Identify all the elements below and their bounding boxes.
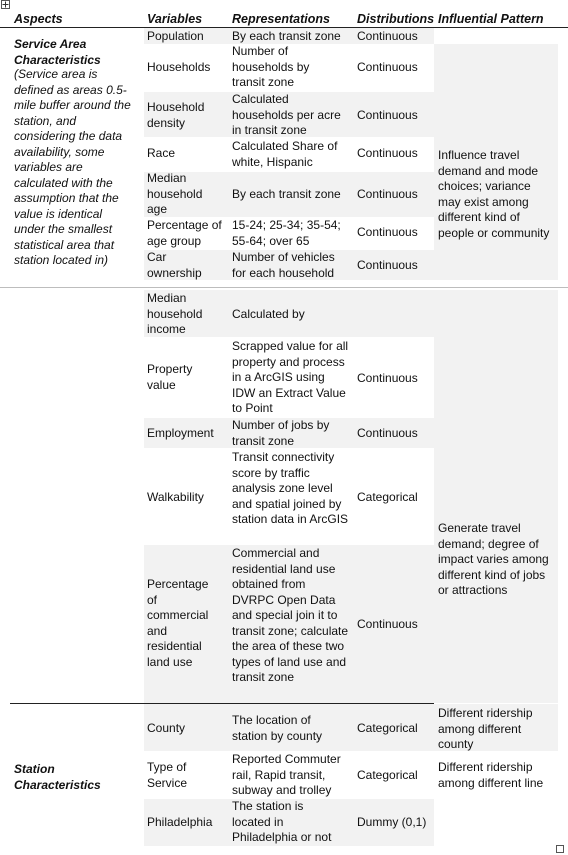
rep-population: By each transit zone bbox=[232, 29, 341, 43]
rep-income: Calculated by bbox=[232, 307, 305, 321]
rep-race: Calculated Share of white, Hispanic bbox=[232, 139, 338, 169]
rule-section-1 bbox=[0, 287, 568, 288]
dist-population: Continuous bbox=[357, 29, 418, 43]
move-icon bbox=[2, 1, 9, 8]
var-household-density: Household density bbox=[147, 100, 205, 130]
var-population: Population bbox=[147, 29, 204, 43]
header-aspects: Aspects bbox=[14, 12, 63, 26]
dist-race: Continuous bbox=[357, 146, 418, 160]
var-type-of-service: Type of Service bbox=[147, 760, 188, 790]
var-car-ownership: Car ownership bbox=[147, 250, 202, 280]
header-representations: Representations bbox=[232, 12, 330, 26]
dist-philadelphia: Dummy (0,1) bbox=[357, 815, 427, 829]
rep-landuse: Commercial and residential land use obtained from DVRPC Open Data and special join it to transit zone; calculate the area of these two types of land use and transit zone bbox=[232, 546, 349, 684]
dist-landuse: Continuous bbox=[357, 617, 418, 631]
var-race: Race bbox=[147, 146, 176, 160]
var-philadelphia: Philadelphia bbox=[147, 815, 213, 829]
dist-type-of-service: Categorical bbox=[357, 768, 418, 782]
rep-type-of-service: Reported Commuter rail, Rapid transit, subway and trolley bbox=[232, 752, 341, 797]
var-income: Median household income bbox=[147, 291, 203, 336]
rep-car-ownership: Number of vehicles for each household bbox=[232, 250, 335, 280]
pattern-type-of-service: Different ridership among different line bbox=[438, 760, 544, 790]
dist-employment: Continuous bbox=[357, 426, 418, 440]
var-county: County bbox=[147, 721, 186, 735]
dist-walkability: Categorical bbox=[357, 490, 418, 504]
var-median-age: Median household age bbox=[147, 171, 203, 216]
rep-employment: Number of jobs by transit zone bbox=[232, 418, 330, 448]
var-property-value: Property value bbox=[147, 362, 193, 392]
rule-header bbox=[0, 27, 568, 28]
service-area-title: Service Area Characteristics bbox=[14, 37, 101, 67]
header-influential-pattern: Influential Pattern bbox=[438, 12, 544, 26]
var-landuse: Percentage of commercial and residential land use bbox=[147, 577, 209, 669]
dist-median-age: Continuous bbox=[357, 187, 418, 201]
header-distributions: Distributions bbox=[357, 12, 435, 26]
rep-county: The location of station by county bbox=[232, 713, 323, 743]
shade-economic-pattern bbox=[434, 290, 558, 703]
economic-pattern: Generate travel demand; degree of impact varies among different kind of jobs or attractions bbox=[438, 521, 549, 597]
station-title: Station Characteristics bbox=[14, 762, 101, 792]
table-resize-handle[interactable] bbox=[556, 845, 564, 853]
rep-walkability: Transit connectivity score by traffic analysis zone level and spatial joined by station data in ArcGIS bbox=[232, 450, 349, 526]
header-variables: Variables bbox=[147, 12, 203, 26]
var-age-group: Percentage of age group bbox=[147, 218, 222, 248]
var-employment: Employment bbox=[147, 426, 214, 440]
dist-households: Continuous bbox=[357, 60, 418, 74]
rep-median-age: By each transit zone bbox=[232, 187, 341, 201]
dist-age-group: Continuous bbox=[357, 225, 418, 239]
rep-household-density: Calculated households per acre in transit zone bbox=[232, 92, 341, 137]
rep-age-group: 15-24; 25-34; 35-54; 55-64; over 65 bbox=[232, 218, 341, 248]
dist-county: Categorical bbox=[357, 721, 418, 735]
var-households: Households bbox=[147, 60, 211, 74]
dist-property-value: Continuous bbox=[357, 371, 418, 385]
rep-households: Number of households by transit zone bbox=[232, 44, 310, 89]
dist-car-ownership: Continuous bbox=[357, 258, 418, 272]
service-area-pattern: Influence travel demand and mode choices; variance may exist among different kind of people or community bbox=[438, 148, 550, 240]
table-move-handle[interactable] bbox=[1, 0, 10, 9]
dist-household-density: Continuous bbox=[357, 108, 418, 122]
rep-philadelphia: The station is located in Philadelphia or not bbox=[232, 799, 332, 844]
rule-section-2 bbox=[10, 703, 434, 704]
rep-property-value: Scrapped value for all property and process in a ArcGIS using IDW an Extract Value to Point bbox=[232, 339, 349, 415]
var-walkability: Walkability bbox=[147, 490, 204, 504]
pattern-county: Different ridership among different county bbox=[438, 706, 533, 751]
service-area-note: (Service area is defined as areas 0.5-mile buffer around the station, and considering the data availability, some variables are calculated with the assumption that the value is identical under the smallest statistical area that station located in) bbox=[14, 67, 131, 267]
